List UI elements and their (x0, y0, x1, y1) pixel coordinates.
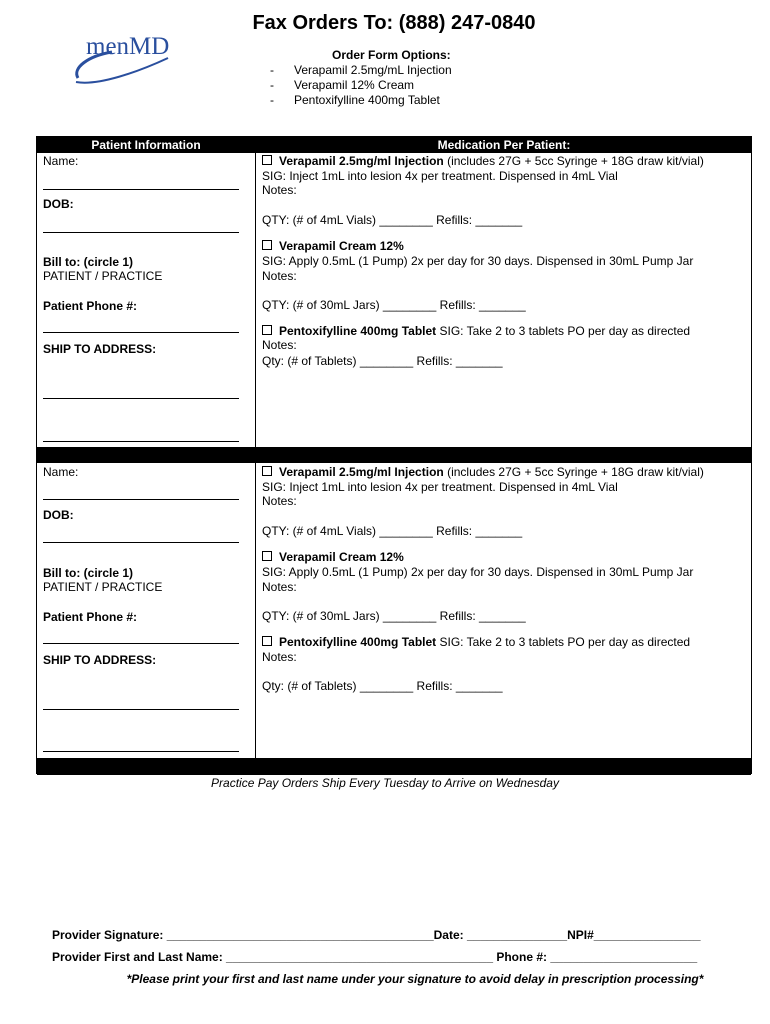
med-verapamil-injection: Verapamil 2.5mg/ml Injection (includes 27G + 5cc Syringe + 18G draw kit/vial) (262, 465, 704, 479)
option-item: - Pentoxifylline 400mg Tablet (270, 93, 440, 107)
fax-title: Fax Orders To: (888) 247-0840 (252, 12, 536, 34)
patient-phone-field[interactable] (43, 332, 239, 333)
dob-label: DOB: (43, 197, 74, 211)
qty-refills-field[interactable]: QTY: (# of 4mL Vials) ________ Refills: _______ (262, 213, 523, 227)
patient-phone-field[interactable] (43, 643, 239, 644)
order-form-table (36, 136, 752, 774)
logo-text: menMD (86, 33, 170, 60)
name-label: Name: (43, 154, 79, 168)
checkbox[interactable] (262, 636, 272, 646)
patient-phone-label: Patient Phone #: (43, 610, 138, 624)
med-pentoxifylline: Pentoxifylline 400mg Tablet SIG: Take 2 to 3 tablets PO per day as directed (262, 324, 690, 338)
name-field[interactable] (43, 499, 239, 500)
name-field[interactable] (43, 189, 239, 190)
notes-label: Notes: (262, 338, 297, 352)
bill-to-options[interactable]: PATIENT / PRACTICE (43, 580, 163, 594)
patient-phone-label: Patient Phone #: (43, 299, 138, 313)
checkbox[interactable] (262, 551, 272, 561)
qty-refills-field[interactable]: Qty: (# of Tablets) ________ Refills: _______ (262, 679, 503, 693)
notes-label: Notes: (262, 494, 297, 508)
qty-refills-field[interactable]: Qty: (# of Tablets) ________ Refills: _______ (262, 354, 503, 368)
notes-label: Notes: (262, 580, 297, 594)
sig-text: SIG: Apply 0.5mL (1 Pump) 2x per day for 30 days. Dispensed in 30mL Pump Jar (262, 565, 694, 579)
dob-field[interactable] (43, 542, 239, 543)
address-field[interactable] (43, 398, 239, 399)
provider-name-row[interactable]: Provider First and Last Name: ________________________________________ Phone #: ______________________ (52, 950, 698, 964)
checkbox[interactable] (262, 325, 272, 335)
med-verapamil-cream: Verapamil Cream 12% (262, 239, 404, 253)
med-verapamil-injection: Verapamil 2.5mg/ml Injection (includes 27G + 5cc Syringe + 18G draw kit/vial) (262, 154, 704, 168)
option-item: - Verapamil 2.5mg/mL Injection (270, 63, 452, 77)
shipping-note: Practice Pay Orders Ship Every Tuesday to Arrive on Wednesday (211, 776, 559, 790)
section-divider-bar (37, 447, 751, 463)
dob-label: DOB: (43, 508, 74, 522)
qty-refills-field[interactable]: QTY: (# of 30mL Jars) ________ Refills: _______ (262, 609, 526, 623)
checkbox[interactable] (262, 155, 272, 165)
address-field[interactable] (43, 709, 239, 710)
menmd-logo (68, 30, 198, 90)
ship-to-label: SHIP TO ADDRESS: (43, 342, 157, 356)
options-title: Order Form Options: (332, 48, 451, 62)
bill-to-label: Bill to: (circle 1) (43, 566, 134, 580)
patient-info-header: Patient Information (91, 138, 201, 152)
address-field[interactable] (43, 751, 239, 752)
sig-text: SIG: Inject 1mL into lesion 4x per treatment. Dispensed in 4mL Vial (262, 480, 618, 494)
ship-to-label: SHIP TO ADDRESS: (43, 653, 157, 667)
notes-label: Notes: (262, 269, 297, 283)
qty-refills-field[interactable]: QTY: (# of 30mL Jars) ________ Refills: _______ (262, 298, 526, 312)
bill-to-label: Bill to: (circle 1) (43, 255, 134, 269)
med-pentoxifylline: Pentoxifylline 400mg Tablet SIG: Take 2 to 3 tablets PO per day as directed (262, 635, 690, 649)
sig-text: SIG: Apply 0.5mL (1 Pump) 2x per day for 30 days. Dispensed in 30mL Pump Jar (262, 254, 694, 268)
notes-label: Notes: (262, 650, 297, 664)
checkbox[interactable] (262, 240, 272, 250)
address-field[interactable] (43, 441, 239, 442)
option-item: - Verapamil 12% Cream (270, 78, 415, 92)
checkbox[interactable] (262, 466, 272, 476)
sig-text: SIG: Inject 1mL into lesion 4x per treatment. Dispensed in 4mL Vial (262, 169, 618, 183)
name-label: Name: (43, 465, 79, 479)
dob-field[interactable] (43, 232, 239, 233)
signature-instruction: *Please print your first and last name under your signature to avoid delay in prescription processing* (126, 972, 704, 986)
bill-to-options[interactable]: PATIENT / PRACTICE (43, 269, 163, 283)
notes-label: Notes: (262, 183, 297, 197)
med-verapamil-cream: Verapamil Cream 12% (262, 550, 404, 564)
medication-header: Medication Per Patient: (437, 138, 571, 152)
table-footer-bar (37, 758, 751, 775)
options-list (270, 63, 452, 108)
qty-refills-field[interactable]: QTY: (# of 4mL Vials) ________ Refills: _______ (262, 524, 523, 538)
provider-signature-row[interactable]: Provider Signature: ________________________________________Date: _______________NPI#________________ (52, 928, 701, 942)
